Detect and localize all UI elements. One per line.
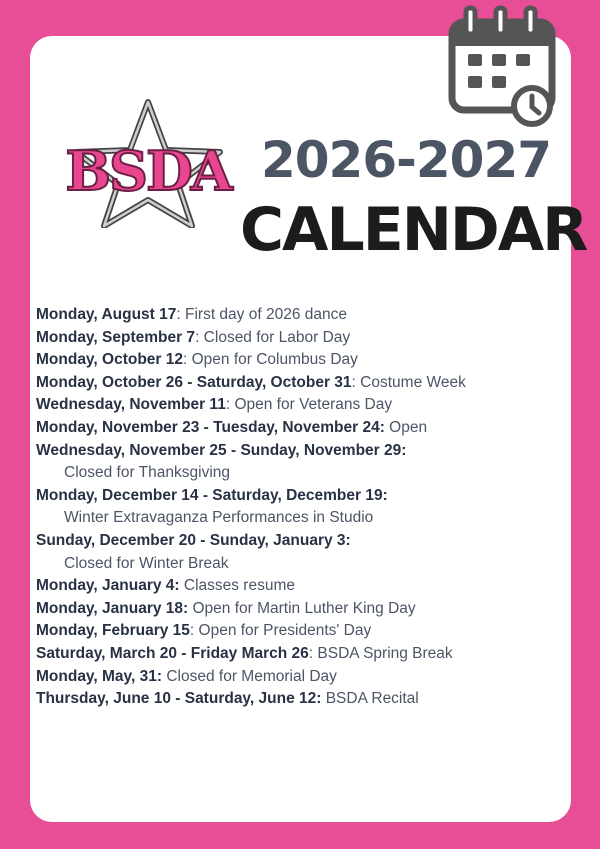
event-sep: : (308, 644, 314, 662)
event-row (36, 688, 576, 711)
event-row (36, 643, 576, 666)
calendar-clock-icon (444, 2, 564, 130)
event-desc: Open for Martin Luther King Day (188, 599, 416, 617)
event-date: Monday, January 18: (36, 599, 189, 617)
event-desc: Closed for Winter Break (64, 554, 229, 572)
event-sep: : (183, 351, 188, 369)
event-sep: : (351, 373, 356, 391)
event-date: Wednesday, November 25 - Sunday, November 29: (36, 441, 407, 459)
event-row (36, 349, 576, 372)
event-row (36, 417, 576, 440)
event-desc: Open (384, 418, 428, 436)
events-list (36, 304, 576, 711)
event-date: Monday, January 4: (36, 577, 180, 595)
event-date: Monday, December 14 - Saturday, December 19: (36, 486, 388, 504)
event-row (36, 462, 576, 485)
event-sep: : (189, 622, 195, 640)
event-date: Monday, October 26 - Saturday, October 31 (36, 373, 352, 391)
event-desc: Closed for Memorial Day (162, 667, 337, 685)
event-sep: : (225, 396, 231, 414)
calendar-year: 2026-2027 (260, 131, 552, 189)
event-desc: Open for Columbus Day (187, 351, 358, 369)
event-date: Monday, May, 31: (36, 667, 163, 685)
event-row (36, 507, 576, 530)
event-sep: : (176, 306, 181, 323)
event-row (36, 666, 576, 689)
event-row (36, 327, 576, 350)
event-desc: Closed for Thanksgiving (64, 464, 230, 482)
event-row (36, 598, 576, 621)
event-date: Thursday, June 10 - Saturday, June 12: (36, 690, 322, 708)
event-desc: First day of 2026 dance (180, 306, 347, 323)
bsda-logo (50, 98, 246, 228)
event-row (36, 620, 576, 643)
event-date: Saturday, March 20 - Friday March 26 (36, 644, 309, 662)
event-row (36, 485, 576, 508)
event-desc: Winter Extravaganza Performances in Studio (64, 509, 374, 527)
event-row (36, 553, 576, 576)
event-desc: Open for Veterans Day (230, 396, 393, 414)
event-desc: Closed for Labor Day (199, 328, 351, 346)
event-desc: Classes resume (179, 577, 295, 595)
event-date: Wednesday, November 11 (36, 396, 226, 414)
event-date: Monday, November 23 - Tuesday, November 24: (36, 418, 385, 436)
event-sep: : (195, 328, 200, 346)
event-desc: Open for Presidents' Day (194, 622, 372, 640)
event-desc: Costume Week (355, 373, 466, 391)
event-row (36, 530, 576, 553)
event-row (36, 304, 576, 327)
event-date: Monday, September 7 (36, 328, 196, 346)
event-date: Monday, February 15 (36, 622, 190, 640)
calendar-title: CALENDAR (240, 195, 587, 265)
event-date: Monday, August 17 (36, 306, 177, 323)
event-date: Monday, October 12 (36, 351, 183, 369)
event-row (36, 372, 576, 395)
event-row (36, 575, 576, 598)
event-desc: BSDA Spring Break (313, 644, 453, 662)
event-row (36, 440, 576, 463)
event-row (36, 394, 576, 417)
event-date: Sunday, December 20 - Sunday, January 3: (36, 531, 351, 549)
event-desc: BSDA Recital (321, 690, 419, 708)
svg-text:BSDA: BSDA (65, 139, 231, 203)
